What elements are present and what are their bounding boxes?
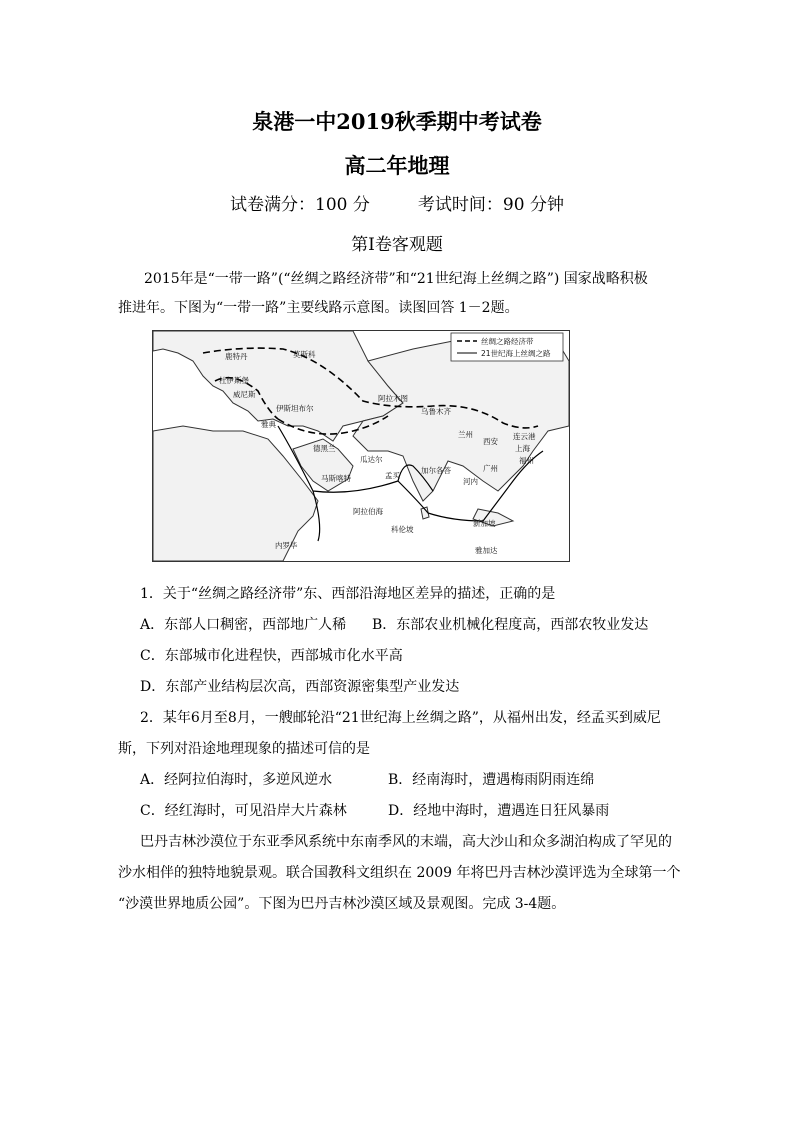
legend-belt: 丝绸之路经济带 xyxy=(481,337,534,346)
label-gwadar: 瓜达尔 xyxy=(360,455,383,464)
label-athens: 雅典 xyxy=(261,420,276,429)
q1-option-a: A．东部人口稠密，西部地广人稀 xyxy=(140,617,347,633)
exam-time: 考试时间：90 分钟 xyxy=(417,195,564,215)
q1-option-d: D．东部产业结构层次高，西部资源密集型产业发达 xyxy=(140,679,460,695)
q2-option-c: C．经红海时，可见沿岸大片森林 xyxy=(140,803,347,819)
q2-option-b: B．经南海时，遭遇梅雨阴雨连绵 xyxy=(388,772,595,788)
intro2-line1: 巴丹吉林沙漠位于东亚季风系统中东南季风的末端，高大沙山和众多湖泊构成了罕见的 xyxy=(140,834,672,850)
label-lanzhou: 兰州 xyxy=(458,430,473,439)
legend-maritime: 21世纪海上丝绸之路 xyxy=(481,349,551,358)
label-fuzhou: 福州 xyxy=(519,456,534,465)
map-svg xyxy=(153,331,569,561)
exam-title: 泉港一中2019秋季期中考试卷 xyxy=(252,109,542,134)
label-lianyungang: 连云港 xyxy=(513,432,536,441)
q1-option-c: C．东部城市化进程快，西部城市化水平高 xyxy=(140,648,403,664)
intro2-line3: “沙漠世界地质公园”。下图为巴丹吉林沙漠区域及景观图。完成 3-4题。 xyxy=(118,896,566,912)
label-rotterdam: 鹿特丹 xyxy=(225,352,248,361)
label-kolkata: 加尔各答 xyxy=(421,466,451,475)
intro1-line1: 2015年是“一带一路”(“丝绸之路经济带”和“21世纪海上丝绸之路”) 国家战略积极 xyxy=(144,271,648,287)
label-tehran: 德黑兰 xyxy=(313,444,336,453)
intro1-line2: 推进年。下图为“一带一路”主要线路示意图。读图回答 1－2题。 xyxy=(118,300,519,316)
label-urumqi: 乌鲁木齐 xyxy=(421,407,451,416)
q2-stem-line2: 斯，下列对沿途地理现象的描述可信的是 xyxy=(118,741,370,757)
intro2-line2: 沙水相伴的独特地貌景观。联合国教科文组织在 2009 年将巴丹吉林沙漠评选为全球第一个 xyxy=(118,865,681,881)
label-colombo: 科伦坡 xyxy=(391,525,414,534)
section-heading: 第Ⅰ卷客观题 xyxy=(351,235,443,255)
label-singapore: 新加坡 xyxy=(473,519,496,528)
label-duisburg: 杜伊斯堡 xyxy=(219,376,249,385)
label-arabian-sea: 阿拉伯海 xyxy=(353,507,383,516)
label-moscow: 莫斯科 xyxy=(293,350,316,359)
label-xian: 西安 xyxy=(483,437,498,446)
full-score: 试卷满分：100 分 xyxy=(230,195,370,215)
label-jakarta: 雅加达 xyxy=(475,546,498,555)
label-shanghai: 上海 xyxy=(515,444,530,453)
label-venice: 威尼斯 xyxy=(233,390,256,399)
label-istanbul: 伊斯坦布尔 xyxy=(276,404,314,413)
q2-option-a: A．经阿拉伯海时，多逆风逆水 xyxy=(140,772,333,788)
q1-option-b: B．东部农业机械化程度高，西部农牧业发达 xyxy=(372,617,649,633)
intro-paragraph-1 xyxy=(118,265,674,323)
exam-subject: 高二年地理 xyxy=(344,153,450,178)
label-guangzhou: 广州 xyxy=(483,464,498,473)
q2-option-d: D．经地中海时，遭遇连日狂风暴雨 xyxy=(388,803,610,819)
label-mumbai: 孟买 xyxy=(385,471,400,480)
belt-road-map xyxy=(152,330,570,562)
exam-meta xyxy=(0,190,794,215)
label-nairobi: 内罗毕 xyxy=(275,541,298,550)
label-hanoi: 河内 xyxy=(463,477,478,486)
label-muscat: 马斯喀特 xyxy=(321,474,351,483)
q1-stem: 1．关于“丝绸之路经济带”东、西部沿海地区差异的描述，正确的是 xyxy=(140,586,556,602)
q2-stem-line1: 2．某年6月至8月，一艘邮轮沿“21世纪海上丝绸之路”，从福州出发，经孟买到威尼 xyxy=(140,710,661,726)
label-almaty: 阿拉木图 xyxy=(378,394,408,403)
